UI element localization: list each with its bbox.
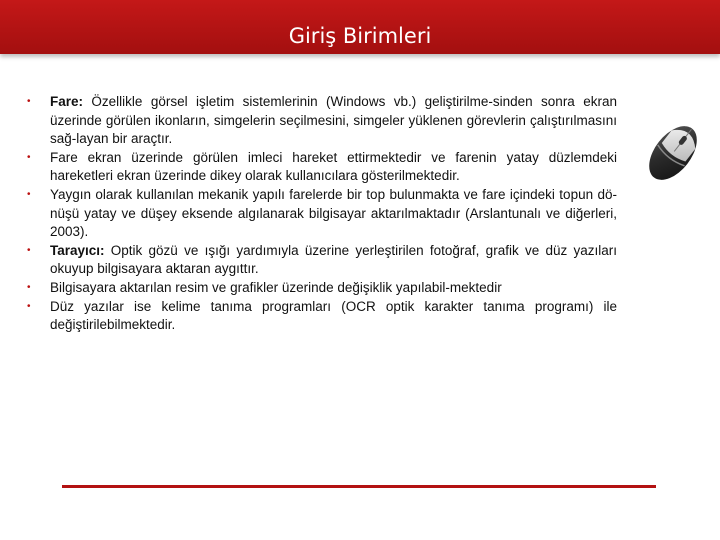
bottom-divider (62, 485, 656, 488)
bullet-text: Bilgisayara aktarılan resim ve grafikler üzerinde değişiklik yapılabil-mektedir (50, 279, 502, 295)
bullet-item (25, 298, 617, 335)
bullet-dot-icon: • (27, 300, 31, 312)
bullet-text: Yaygın olarak kullanılan mekanik yapılı farelerde bir top bulunmakta ve fare içindeki topun dö-nüşü yatay ve düşey eksende algılanarak bilgisayar aktarılmaktadır (Arslantunalı ve diğerleri, 2003). (50, 186, 617, 240)
bullet-text: Düz yazılar ise kelime tanıma programları (OCR optik karakter tanıma programı) ile değiştirilebilmektedir. (50, 298, 617, 333)
bullet-text: Fare ekran üzerinde görülen imleci hareket ettirmektedir ve farenin yatay düzlemdeki hareketleri ekran üzerinde dikey olarak kullanıcılara gösterilmektedir. (50, 149, 617, 184)
bullet-text: Özellikle görsel işletim sistemlerinin (Windows vb.) geliştirilme-sinden sonra ekran üzerinde görülen ikonların, simgelerin seçilmesini, simgeler yüklenen görevlerin çalıştırılmasını sağ-layan bir araçtır. (50, 94, 617, 147)
bullet-dot-icon: • (27, 96, 31, 107)
bullet-dot-icon: • (27, 281, 31, 293)
bullet-dot-icon: • (27, 188, 31, 200)
slide-title: Giriş Birimleri (288, 24, 432, 48)
bullet-term: Tarayıcı: (50, 242, 105, 258)
bullet-item (25, 186, 617, 242)
title-bar (0, 0, 720, 54)
bullet-text: Optik gözü ve ışığı yardımıyla üzerine yerleştirilen fotoğraf, grafik ve düz yazıları okuyup bilgisayara aktaran aygıttır. (50, 242, 617, 277)
bullet-item (25, 149, 617, 186)
bullet-term: Fare: (50, 94, 84, 109)
bullet-dot-icon: • (27, 244, 31, 256)
bullet-item (25, 279, 617, 298)
computer-mouse-icon (638, 118, 708, 188)
bullet-item (25, 242, 617, 279)
bullet-dot-icon: • (27, 151, 31, 163)
bullet-list (25, 93, 617, 335)
bullet-item (25, 93, 617, 149)
